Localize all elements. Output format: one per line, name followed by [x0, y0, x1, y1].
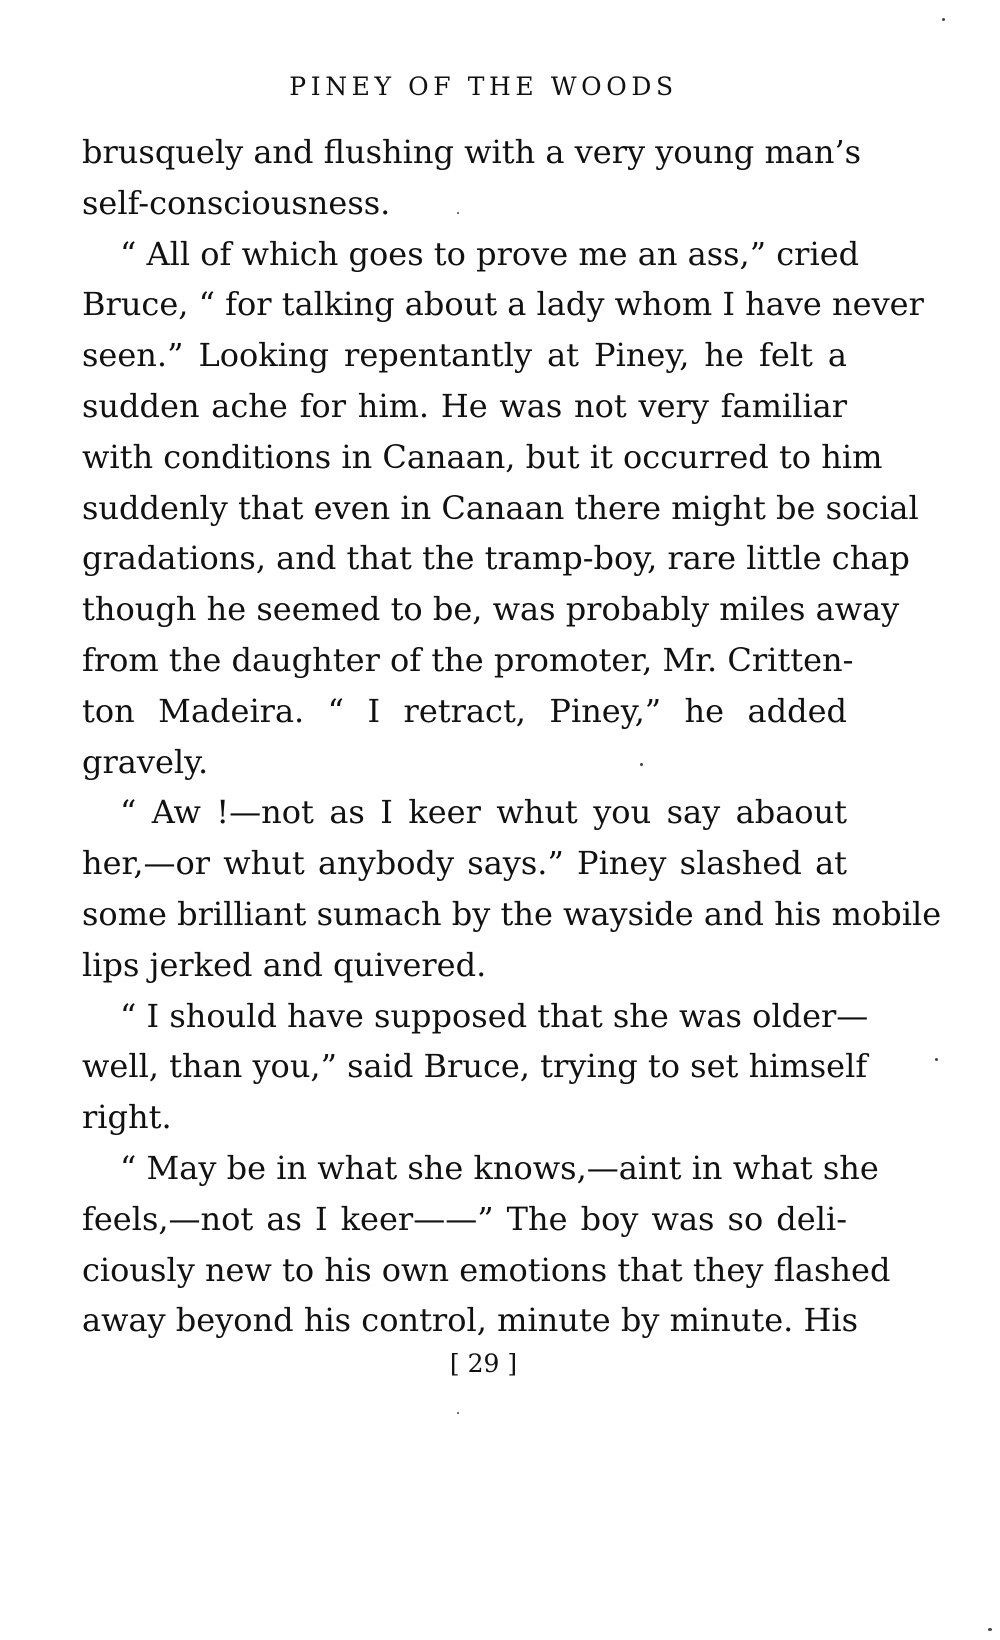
- text-line: away beyond his control, minute by minute. His: [82, 1301, 859, 1340]
- text-line: some brilliant sumach by the wayside and his mobile: [82, 894, 942, 933]
- text-line: ton Madeira. “ I retract, Piney,” he added: [82, 691, 847, 730]
- text-line: from the daughter of the promoter, Mr. Critten-: [82, 640, 854, 679]
- page-number: [ 29 ]: [449, 1349, 518, 1378]
- text-line: “ I should have supposed that she was older—: [120, 996, 869, 1035]
- text-line: “ All of which goes to prove me an ass,” cried: [120, 234, 860, 273]
- text-line: right.: [82, 1098, 172, 1137]
- text-line: Bruce, “ for talking about a lady whom I have never: [82, 285, 924, 324]
- text-line: gradations, and that the tramp-boy, rare little chap: [82, 539, 910, 578]
- running-head: PINEY OF THE WOODS: [289, 72, 678, 101]
- text-line: “ May be in what she knows,—aint in what she: [120, 1148, 879, 1187]
- text-line: her,—or whut anybody says.” Piney slashed at: [82, 844, 847, 883]
- text-line: brusquely and flushing with a very young man’s: [82, 133, 862, 171]
- text-line: though he seemed to be, was probably miles away: [82, 590, 900, 629]
- text-line: with conditions in Canaan, but it occurred to him: [82, 437, 883, 476]
- text-line: lips jerked and quivered.: [82, 945, 487, 984]
- text-line: ciously new to his own emotions that they flashed: [82, 1250, 891, 1289]
- text-line: suddenly that even in Canaan there might be social: [82, 488, 919, 527]
- body-text: [82, 127, 942, 1346]
- scan-speck: [457, 212, 459, 214]
- scan-speck: [457, 1412, 459, 1414]
- text-line: well, than you,” said Bruce, trying to set himself: [82, 1047, 868, 1086]
- text-line: sudden ache for him. He was not very familiar: [82, 386, 847, 425]
- scan-speck: [935, 1058, 938, 1061]
- text-line: self-consciousness.: [82, 183, 391, 222]
- scan-speck: [942, 18, 945, 21]
- text-line: seen.” Looking repentantly at Piney, he felt a: [82, 336, 847, 375]
- text-line: gravely.: [82, 742, 209, 781]
- text-line: feels,—not as I keer——” The boy was so deli-: [82, 1199, 847, 1238]
- scan-speck: [988, 1628, 992, 1631]
- scan-speck: [640, 763, 643, 766]
- text-line: “ Aw !—not as I keer whut you say abaout: [120, 793, 847, 832]
